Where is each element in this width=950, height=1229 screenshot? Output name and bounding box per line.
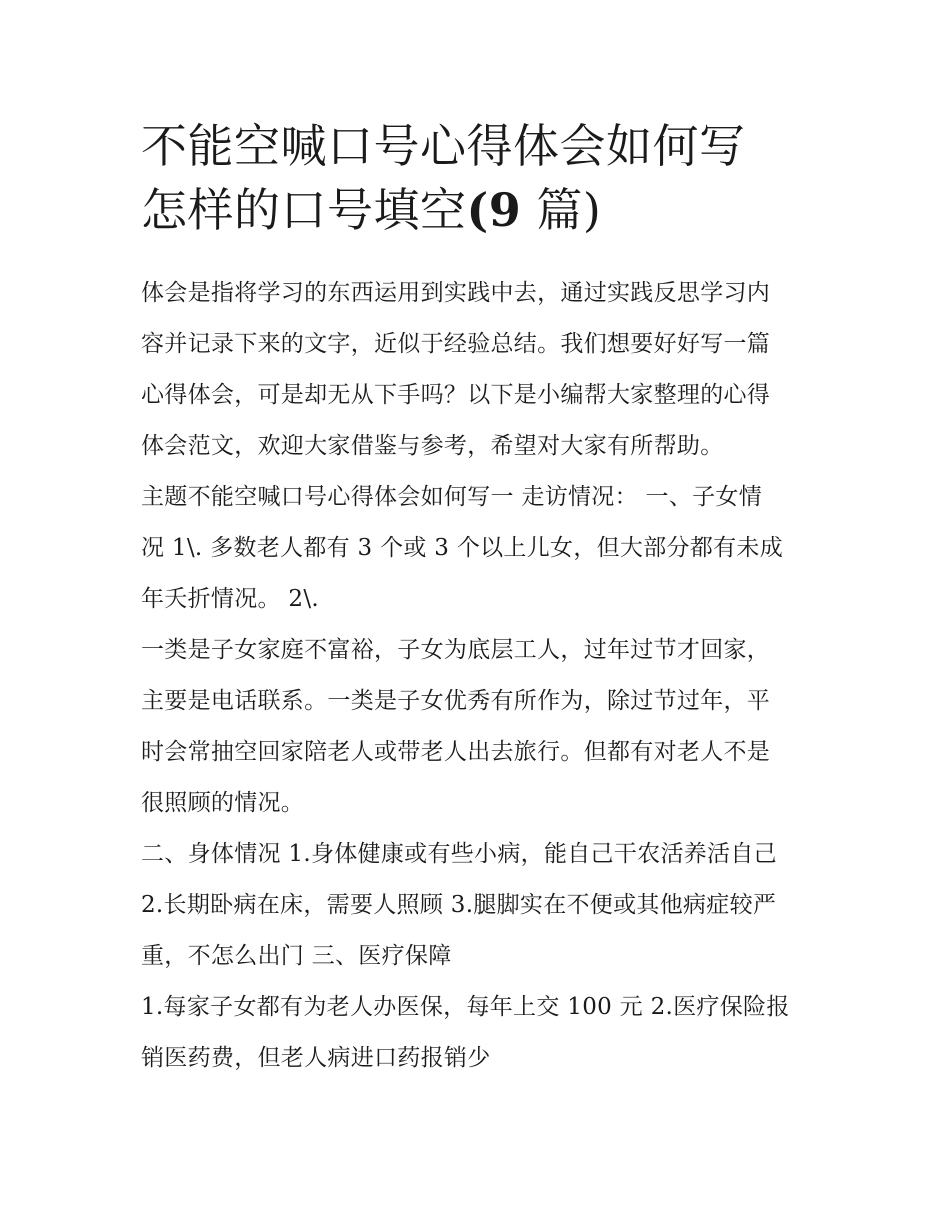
- paragraph-children: [141, 625, 816, 829]
- paragraph-line: 年夭折情况。 2\.: [141, 586, 320, 612]
- paragraph-medical: [141, 982, 816, 1084]
- paragraph-line: 2.长期卧病在床，需要人照顾 3.腿脚实在不便或其他病症较严: [141, 892, 777, 918]
- paragraph-visit: [141, 472, 816, 625]
- paragraph-line: 销医药费，但老人病进口药报销少: [141, 1045, 491, 1071]
- paragraph-line: 一类是子女家庭不富裕，子女为底层工人，过年过节才回家，: [141, 637, 771, 663]
- paragraph-intro: [141, 268, 816, 472]
- paragraph-line: 容并记录下来的文字，近似于经验总结。我们想要好好写一篇: [141, 331, 771, 357]
- document-title: [141, 114, 816, 242]
- title-line-1: 不能空喊口号心得体会如何写: [141, 119, 746, 173]
- paragraph-line: 二、身体情况 1.身体健康或有些小病，能自己干农活养活自己: [141, 841, 777, 867]
- paragraph-line: 心得体会，可是却无从下手吗？以下是小编帮大家整理的心得: [141, 382, 771, 408]
- paragraph-line: 况 1\. 多数老人都有 3 个或 3 个以上儿女，但大部分都有未成: [141, 535, 784, 561]
- document-page: [141, 114, 816, 1084]
- title-line-2-text: 怎样的口号填空: [141, 183, 467, 237]
- paragraph-health: [141, 829, 816, 982]
- title-count: (9: [466, 183, 522, 237]
- title-suffix: 篇): [521, 183, 602, 237]
- paragraph-line: 主题不能空喊口号心得体会如何写一 走访情况： 一、子女情: [141, 484, 763, 510]
- paragraph-line: 体会范文，欢迎大家借鉴与参考，希望对大家有所帮助。: [141, 433, 724, 459]
- paragraph-line: 主要是电话联系。一类是子女优秀有所作为，除过节过年，平: [141, 688, 771, 714]
- paragraph-line: 体会是指将学习的东西运用到实践中去，通过实践反思学习内: [141, 280, 771, 306]
- paragraph-line: 重，不怎么出门 三、医疗保障: [141, 943, 452, 969]
- title-line-2: [141, 178, 816, 242]
- paragraph-line: 时会常抽空回家陪老人或带老人出去旅行。但都有对老人不是: [141, 739, 771, 765]
- paragraph-line: 很照顾的情况。: [141, 790, 305, 816]
- paragraph-line: 1.每家子女都有为老人办医保，每年上交 100 元 2.医疗保险报: [141, 994, 790, 1020]
